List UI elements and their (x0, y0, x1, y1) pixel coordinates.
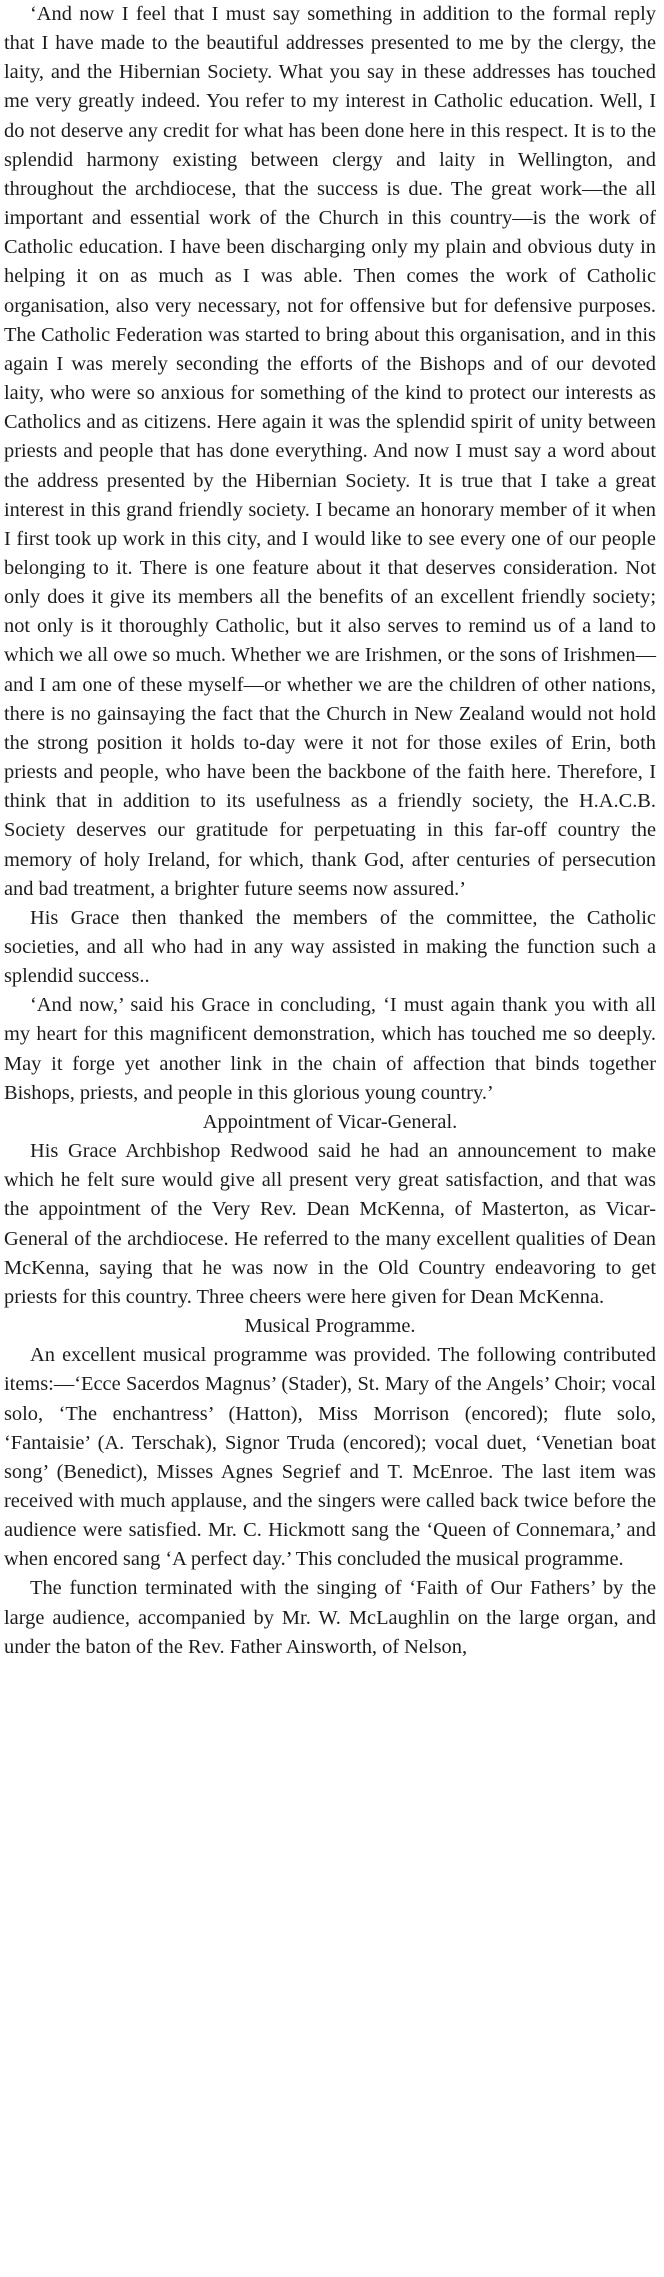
article-column (4, 0, 656, 1662)
paragraph-thanks: His Grace then thanked the members of the committee, the Catholic societies, and all who had in any way assisted in making the function such a splendid success.. (4, 906, 656, 988)
paragraph-function-terminated: The function terminated with the singing of ‘Faith of Our Fathers’ by the large audience, accompanied by Mr. W. McLaughlin on the large organ, and under the baton of the Rev. Father Ainsworth, of Nelson, (4, 1577, 656, 1658)
paragraph-archbishop-reply: ‘And now I feel that I must say something in addition to the formal reply that I have made to the beautiful addresses presented to me by the clergy, the laity, and the Hibernian Society. What you say in these addresses has touched me very greatly indeed. You refer to my interest in Catholic education. Well, I do not deserve any credit for what has been done here in this respect. It is to the splendid harmony existing between clergy and laity in Wellington, and throughout the archdiocese, that the success is due. The great work—the all important and essential work of the Church in this country—is the work of Catholic education. I have been discharging only my plain and obvious duty in helping it on as much as I was able. Then comes the work of Catholic organisation, also very necessary, not for offensive but for defensive purposes. The Catholic Federation was started to bring about this organisation, and in this again I was merely seconding the efforts of the Bishops and of our devoted laity, who were so anxious for something of the kind to protect our interests as Catholics and as citizens. Here again it was the splendid spirit of unity between priests and people that has done everything. And now I must say a word about the address presented by the Hibernian Society. It is true that I take a great interest in this grand friendly society. I became an honorary member of it when I first took up work in this city, and I would like to see every one of our people belonging to it. There is one feature about it that deserves consideration. Not only does it give its members all the benefits of an excellent friendly society; not only is it thoroughly Catholic, but it also serves to remind us of a land to which we all owe so much. Whether we are Irishmen, or the sons of Irishmen—and I am one of these myself—or whether we are the children of other nations, there is no gainsaying the fact that the Church in New Zealand would not hold the strong position it holds to-day were it not for those exiles of Erin, both priests and people, who have been the backbone of the faith here. Therefore, I think that in addition to its usefulness as a friendly society, the H.A.C.B. Society deserves our gratitude for perpetuating in this far-off country the memory of holy Ireland, for which, thank God, after centuries of persecution and bad treatment, a brighter future seems now assured.’ (4, 3, 656, 900)
heading-vicar-general: Appointment of Vicar-General. (202, 1110, 458, 1133)
heading-musical-programme: Musical Programme. (244, 1315, 416, 1338)
paragraph-musical-programme: An excellent musical programme was provided. The following contributed items:—‘Ecce Sacerdos Magnus’ (Stader), St. Mary of the Angels’ Choir; vocal solo, ‘The enchantress’ (Hatton), Miss Morrison (encored); flute solo, ‘Fantaisie’ (A. Terschak), Signor Truda (encored); vocal duet, ‘Venetian boat song’ (Benedict), Misses Agnes Segrief and T. McEnroe. The last item was received with much applause, and the singers were called back twice before the audience were satisfied. Mr. C. Hickmott sang the ‘Queen of Connemara,’ and when encored sang ‘A perfect day.’ This concluded the musical programme. (4, 1344, 656, 1571)
paragraph-vicar-general: His Grace Archbishop Redwood said he had an announcement to make which he felt sure would give all present very great satisfaction, and that was the appointment of the Very Rev. Dean McKenna, of Masterton, as Vicar-General of the archdiocese. He referred to the many excellent qualities of Dean McKenna, saying that he was now in the Old Country endeavoring to get priests for this country. Three cheers were here given for Dean McKenna. (4, 1140, 656, 1308)
paragraph-concluding: ‘And now,’ said his Grace in concluding, ‘I must again thank you with all my heart for this magnificent demonstration, which has touched me so deeply. May it forge yet another link in the chain of affection that binds together Bishops, priests, and people in this glorious young country.’ (4, 994, 656, 1104)
